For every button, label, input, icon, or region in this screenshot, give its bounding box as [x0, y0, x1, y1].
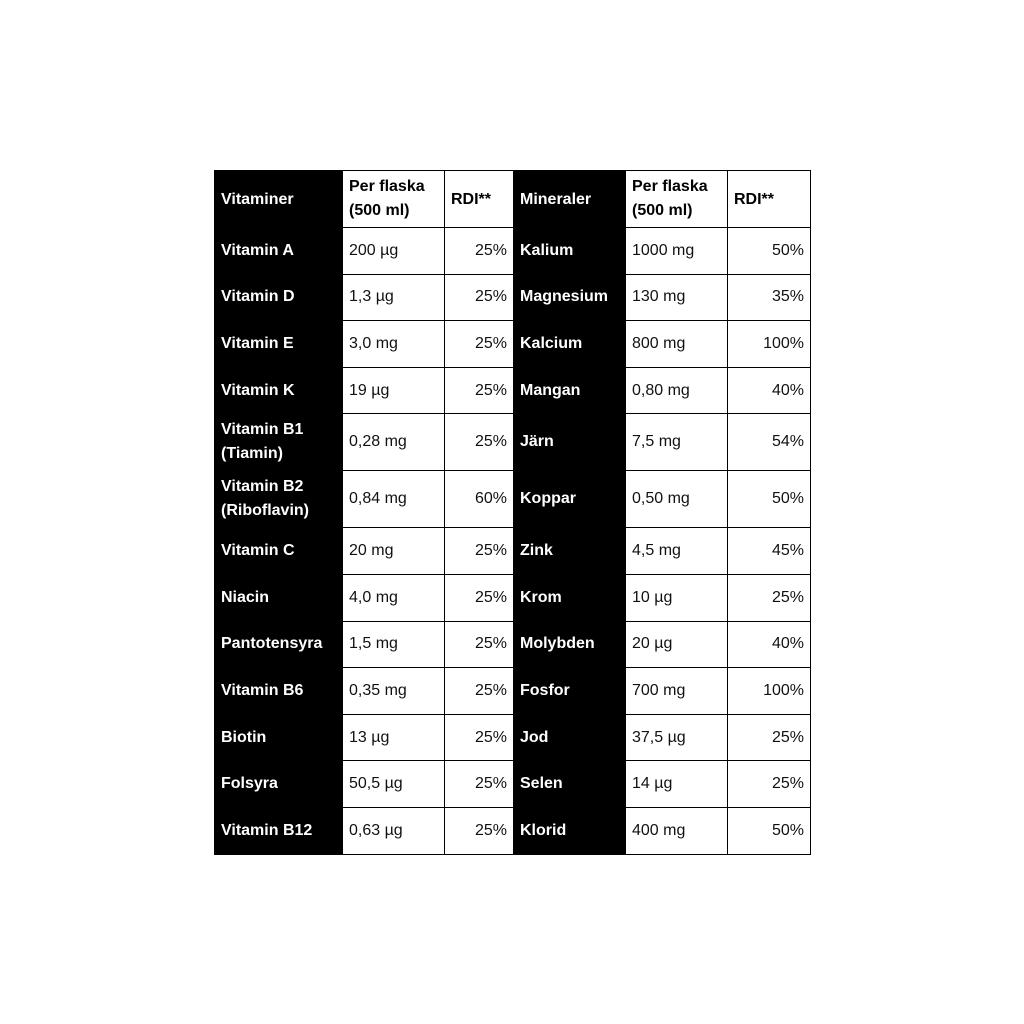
mineral-amount: 1000 mg [626, 228, 728, 275]
vitamin-name-label: Biotin [221, 728, 267, 746]
vitamin-name-label: Vitamin E [221, 334, 294, 352]
mineral-rdi: 25% [728, 574, 811, 621]
mineral-rdi: 100% [728, 668, 811, 715]
mineral-name: Selen [514, 761, 626, 808]
vitamin-amount: 1,3 µg [343, 274, 445, 321]
vitamin-name-sub: (Riboflavin) [221, 502, 309, 520]
vitamin-name-label: Vitamin B6 [221, 681, 304, 699]
vitamin-name-sub: (Tiamin) [221, 445, 283, 463]
mineral-name: Järn [514, 414, 626, 471]
table-row [215, 621, 811, 668]
mineral-name: Molybden [514, 621, 626, 668]
vitamin-name [215, 228, 343, 275]
mineral-name: Koppar [514, 471, 626, 528]
vitamin-name [215, 761, 343, 808]
vitamin-name [215, 414, 343, 471]
vitamin-name [215, 321, 343, 368]
mineral-amount: 4,5 mg [626, 528, 728, 575]
table-row [215, 574, 811, 621]
vitamin-rdi: 25% [445, 228, 514, 275]
per-bottle-header-line2: (500 ml) [349, 202, 410, 219]
per-bottle-header-minerals [626, 171, 728, 228]
mineral-amount: 10 µg [626, 574, 728, 621]
table-row [215, 321, 811, 368]
vitamin-name-label: Vitamin K [221, 381, 295, 399]
mineral-name: Zink [514, 528, 626, 575]
mineral-amount: 700 mg [626, 668, 728, 715]
vitamin-rdi: 25% [445, 621, 514, 668]
per-bottle-header-line2: (500 ml) [632, 202, 693, 219]
mineral-amount: 400 mg [626, 807, 728, 854]
vitamin-amount: 1,5 mg [343, 621, 445, 668]
vitamin-rdi: 60% [445, 471, 514, 528]
vitamin-rdi: 25% [445, 367, 514, 414]
vitamin-rdi: 25% [445, 574, 514, 621]
vitamin-amount: 0,84 mg [343, 471, 445, 528]
mineral-rdi: 54% [728, 414, 811, 471]
table-row [215, 807, 811, 854]
vitamin-name-label: Vitamin C [221, 542, 295, 560]
mineral-name: Mangan [514, 367, 626, 414]
mineral-rdi: 40% [728, 367, 811, 414]
table-row [215, 414, 811, 471]
vitamin-name-label: Niacin [221, 588, 270, 606]
mineral-amount: 37,5 µg [626, 714, 728, 761]
vitamin-name-label: Vitamin B1 [221, 421, 304, 439]
mineral-rdi: 35% [728, 274, 811, 321]
table-row [215, 528, 811, 575]
vitamin-rdi: 25% [445, 414, 514, 471]
vitamin-name [215, 471, 343, 528]
mineral-rdi: 50% [728, 807, 811, 854]
vitamin-rdi: 25% [445, 714, 514, 761]
mineral-name: Kalium [514, 228, 626, 275]
vitamin-amount: 0,28 mg [343, 414, 445, 471]
per-bottle-header-line1: Per flaska [632, 178, 708, 195]
table-row [215, 471, 811, 528]
per-bottle-header-line1: Per flaska [349, 178, 425, 195]
vitamin-amount: 19 µg [343, 367, 445, 414]
table-row [215, 668, 811, 715]
mineral-rdi: 100% [728, 321, 811, 368]
vitamin-name-label: Vitamin B12 [221, 821, 313, 839]
mineral-name: Krom [514, 574, 626, 621]
table-row [215, 714, 811, 761]
mineral-name: Kalcium [514, 321, 626, 368]
mineral-amount: 0,50 mg [626, 471, 728, 528]
vitamin-rdi: 25% [445, 668, 514, 715]
vitamin-name-label: Pantotensyra [221, 635, 323, 653]
table-row [215, 761, 811, 808]
vitamin-name-label: Vitamin A [221, 241, 294, 259]
vitamin-amount: 50,5 µg [343, 761, 445, 808]
vitamin-name-label: Vitamin B2 [221, 478, 304, 496]
mineral-amount: 130 mg [626, 274, 728, 321]
vitamin-amount: 4,0 mg [343, 574, 445, 621]
vitamin-rdi: 25% [445, 321, 514, 368]
mineral-amount: 14 µg [626, 761, 728, 808]
table-row [215, 274, 811, 321]
mineral-name: Klorid [514, 807, 626, 854]
mineral-name: Fosfor [514, 668, 626, 715]
rdi-header-minerals: RDI** [728, 171, 811, 228]
table-row [215, 367, 811, 414]
rdi-header-vitamins: RDI** [445, 171, 514, 228]
mineral-rdi: 50% [728, 471, 811, 528]
table-row [215, 228, 811, 275]
vitamin-amount: 3,0 mg [343, 321, 445, 368]
vitamin-amount: 20 mg [343, 528, 445, 575]
vitamin-rdi: 25% [445, 274, 514, 321]
vitamin-name [215, 621, 343, 668]
vitamin-name [215, 274, 343, 321]
vitamin-rdi: 25% [445, 761, 514, 808]
mineral-rdi: 25% [728, 714, 811, 761]
mineral-amount: 7,5 mg [626, 414, 728, 471]
mineral-amount: 800 mg [626, 321, 728, 368]
vitamin-name [215, 807, 343, 854]
mineral-rdi: 25% [728, 761, 811, 808]
mineral-amount: 0,80 mg [626, 367, 728, 414]
minerals-header: Mineraler [514, 171, 626, 228]
vitamin-name [215, 528, 343, 575]
vitamin-amount: 13 µg [343, 714, 445, 761]
header-row [215, 171, 811, 228]
vitamin-amount: 200 µg [343, 228, 445, 275]
vitamin-name [215, 367, 343, 414]
vitamin-amount: 0,63 µg [343, 807, 445, 854]
mineral-rdi: 45% [728, 528, 811, 575]
vitamin-name [215, 668, 343, 715]
vitamin-name-label: Folsyra [221, 775, 278, 793]
mineral-name: Jod [514, 714, 626, 761]
mineral-rdi: 40% [728, 621, 811, 668]
vitamin-name [215, 714, 343, 761]
vitamin-rdi: 25% [445, 528, 514, 575]
vitamin-name [215, 574, 343, 621]
mineral-amount: 20 µg [626, 621, 728, 668]
vitamin-name-label: Vitamin D [221, 288, 295, 306]
vitamin-amount: 0,35 mg [343, 668, 445, 715]
vitamin-rdi: 25% [445, 807, 514, 854]
per-bottle-header-vitamins [343, 171, 445, 228]
mineral-rdi: 50% [728, 228, 811, 275]
vitamins-header: Vitaminer [215, 171, 343, 228]
mineral-name: Magnesium [514, 274, 626, 321]
nutrition-table [214, 170, 811, 855]
